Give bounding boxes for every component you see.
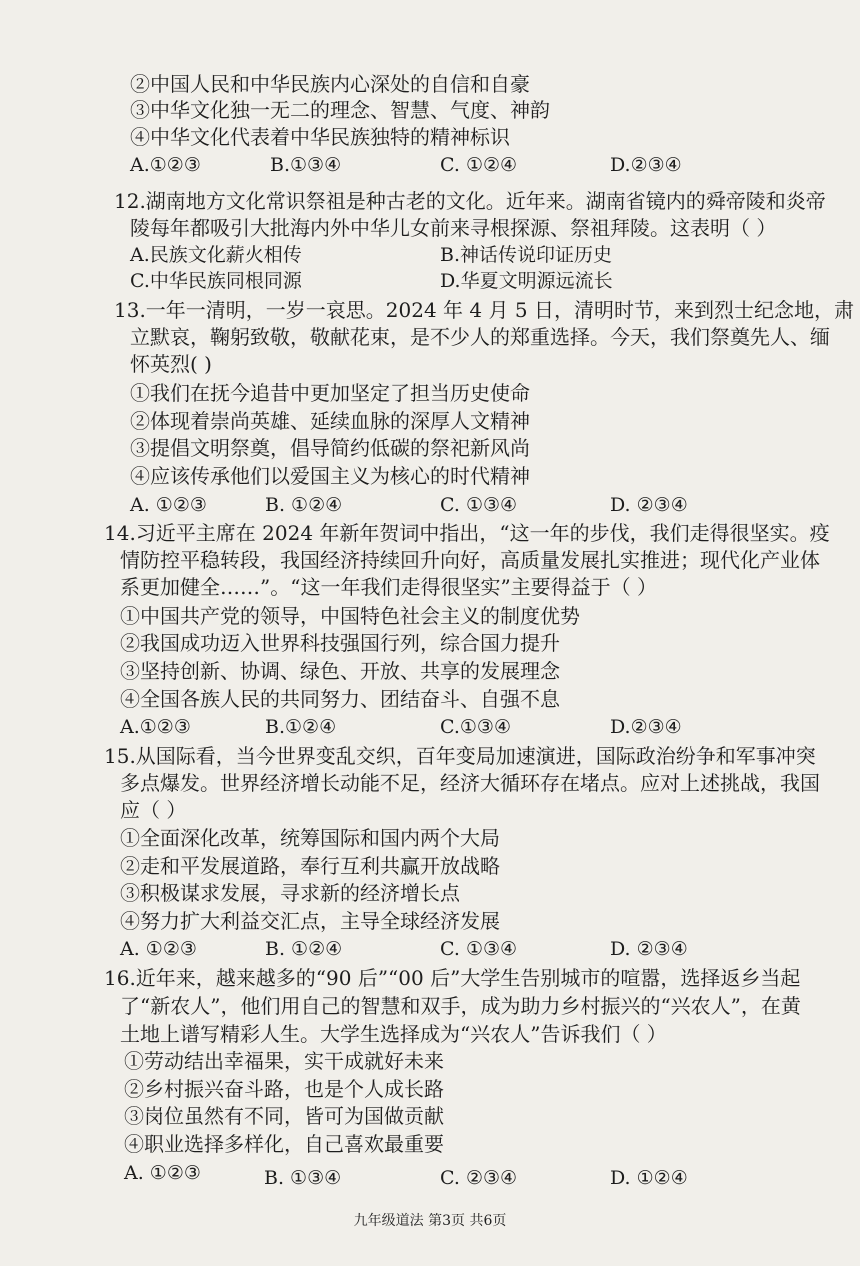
q14-item-1: ①中国共产党的领导，中国特色社会主义的制度优势 [120, 604, 580, 628]
q15-option-a: A. ①②③ [120, 938, 197, 960]
q11-item-4: ④中华文化代表着中华民族独特的精神标识 [130, 125, 510, 149]
q14-stem-line-2: 情防控平稳转段，我国经济持续回升向好，高质量发展扎实推进；现代化产业体 [120, 548, 820, 572]
q16-stem-line-1: 16.近年来，越来越多的“90 后”“00 后”大学生告别城市的喧嚣，选择返乡当起 [104, 966, 801, 990]
q16-stem-line-3: 土地上谱写精彩人生。大学生选择成为“兴农人”告诉我们（ ） [120, 1022, 667, 1046]
q12-option-b: B.神话传说印证历史 [440, 244, 613, 266]
q16-item-4: ④职业选择多样化，自己喜欢最重要 [124, 1132, 444, 1156]
q14-item-4: ④全国各族人民的共同努力、团结奋斗、自强不息 [120, 687, 560, 711]
q14-option-a: A.①②③ [120, 716, 191, 738]
q15-item-4: ④努力扩大利益交汇点，主导全球经济发展 [120, 909, 500, 933]
q12-option-a: A.民族文化薪火相传 [130, 244, 302, 266]
q11-item-2: ②中国人民和中华民族内心深处的自信和自豪 [130, 72, 530, 96]
q13-option-b: B. ①②④ [265, 494, 343, 516]
q13-item-1: ①我们在抚今追昔中更加坚定了担当历史使命 [130, 381, 530, 405]
q12-stem-line-1: 12.湖南地方文化常识祭祖是种古老的文化。近年来。湖南省镜内的舜帝陵和炎帝 [114, 189, 826, 213]
q14-option-c: C.①③④ [440, 716, 511, 738]
q15-option-c: C. ①③④ [440, 938, 518, 960]
q13-stem-line-3: 怀英烈( ) [130, 352, 212, 376]
q12-option-c: C.中华民族同根同源 [130, 270, 302, 292]
q11-option-b: B.①③④ [270, 154, 342, 176]
q15-stem-line-2: 多点爆发。世界经济增长动能不足，经济大循环存在堵点。应对上述挑战，我国 [120, 771, 820, 795]
q13-item-3: ③提倡文明祭奠，倡导简约低碳的祭祀新风尚 [130, 436, 530, 460]
q14-option-b: B.①②④ [265, 716, 337, 738]
q16-option-c: C. ②③④ [440, 1167, 518, 1189]
q16-option-b: B. ①③④ [264, 1167, 342, 1189]
q14-stem-line-3: 系更加健全……”。“这一年我们走得很坚实”主要得益于（ ） [120, 575, 658, 599]
q15-item-1: ①全面深化改革，统筹国际和国内两个大局 [120, 826, 500, 850]
q16-option-a: A. ①②③ [124, 1162, 201, 1184]
q14-stem-line-1: 14.习近平主席在 2024 年新年贺词中指出，“这一年的步伐，我们走得很坚实。疫 [104, 521, 830, 545]
q13-stem-line-1: 13.一年一清明，一岁一哀思。2024 年 4 月 5 日，清明时节，来到烈士纪念地，肃 [114, 298, 854, 322]
q13-stem-line-2: 立默哀，鞠躬致敬，敬献花束，是不少人的郑重选择。今天，我们祭奠先人、缅 [130, 325, 830, 349]
q12-option-d: D.华夏文明源远流长 [440, 270, 613, 292]
q13-item-4: ④应该传承他们以爱国主义为核心的时代精神 [130, 464, 530, 488]
q13-option-d: D. ②③④ [610, 494, 688, 516]
q15-stem-line-3: 应（ ） [120, 798, 187, 822]
q14-item-3: ③坚持创新、协调、绿色、开放、共享的发展理念 [120, 659, 560, 683]
q15-option-d: D. ②③④ [610, 938, 688, 960]
q16-item-3: ③岗位虽然有不同，皆可为国做贡献 [124, 1104, 444, 1128]
q11-option-c: C. ①②④ [440, 154, 518, 176]
q15-item-2: ②走和平发展道路，奉行互利共赢开放战略 [120, 854, 500, 878]
q13-item-2: ②体现着崇尚英雄、延续血脉的深厚人文精神 [130, 409, 530, 433]
q15-option-b: B. ①②④ [265, 938, 343, 960]
q14-option-d: D.②③④ [610, 716, 682, 738]
q16-item-2: ②乡村振兴奋斗路，也是个人成长路 [124, 1077, 444, 1101]
q11-option-d: D.②③④ [610, 154, 682, 176]
q15-item-3: ③积极谋求发展，寻求新的经济增长点 [120, 881, 460, 905]
page-footer: 九年级道法 第3页 共6页 [353, 1213, 507, 1229]
q16-stem-line-2: 了“新农人”，他们用自己的智慧和双手，成为助力乡村振兴的“兴农人”，在黄 [120, 994, 801, 1018]
q11-option-a: A.①②③ [130, 154, 201, 176]
q11-item-3: ③中华文化独一无二的理念、智慧、气度、神韵 [130, 98, 550, 122]
q15-stem-line-1: 15.从国际看，当今世界变乱交织，百年变局加速演进，国际政治纷争和军事冲突 [104, 744, 816, 768]
q13-option-c: C. ①③④ [440, 494, 518, 516]
q16-item-1: ①劳动结出幸福果，实干成就好未来 [124, 1049, 444, 1073]
q14-item-2: ②我国成功迈入世界科技强国行列，综合国力提升 [120, 631, 560, 655]
q12-stem-line-2: 陵每年都吸引大批海内外中华儿女前来寻根探源、祭祖拜陵。这表明（ ） [130, 216, 777, 240]
q16-option-d: D. ①②④ [610, 1167, 688, 1189]
q13-option-a: A. ①②③ [130, 494, 207, 516]
